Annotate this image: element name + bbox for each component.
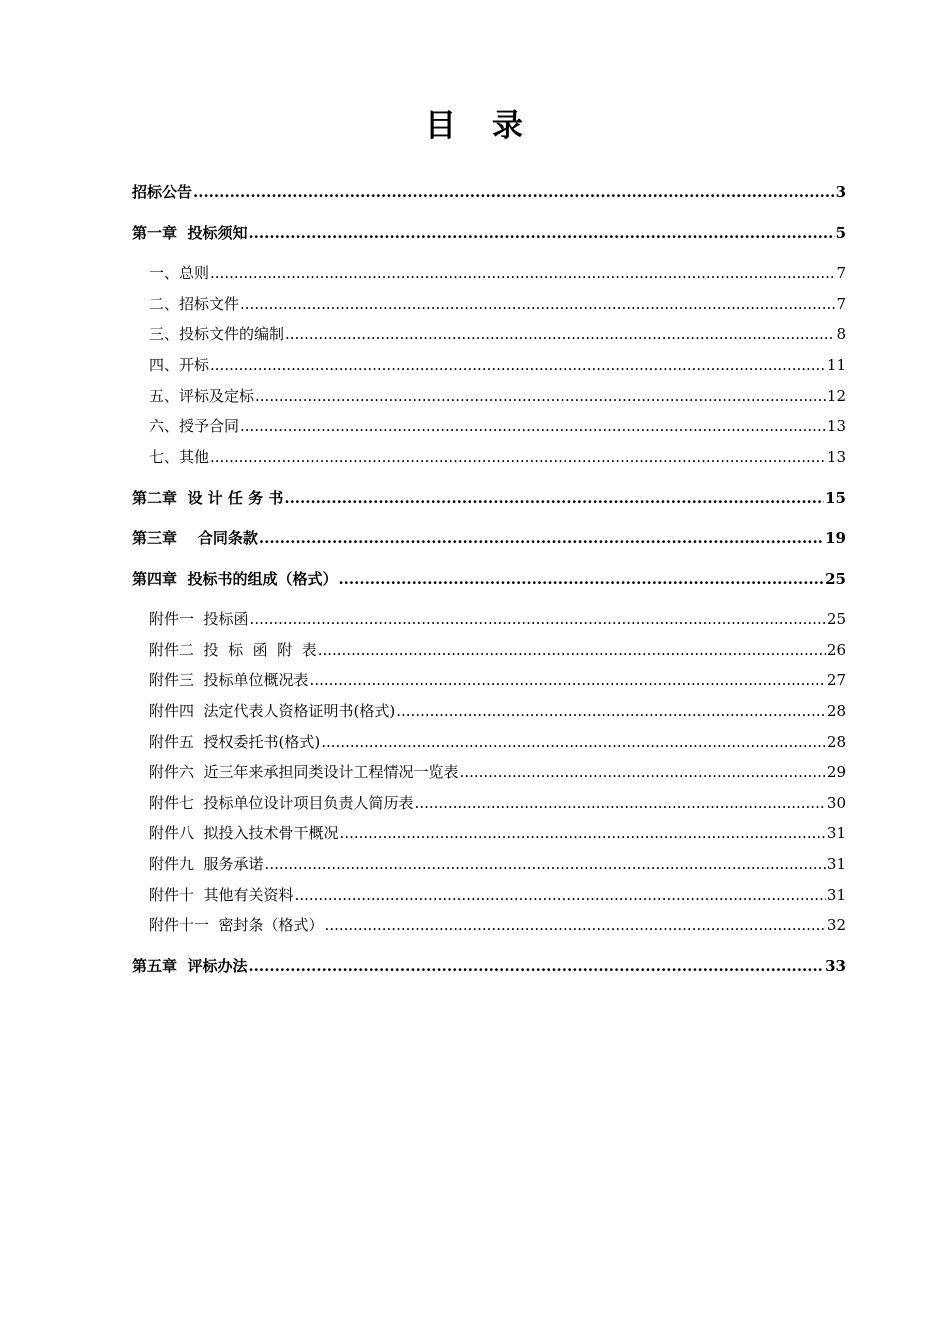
toc-entry-chapter-5[interactable]: [132, 956, 846, 976]
toc-entry-label: 附件十一 密封条（格式）: [149, 916, 324, 934]
toc-entry-page: 3: [835, 183, 846, 201]
toc-entry-attachment[interactable]: [149, 732, 846, 752]
toc-entry-page: 31: [826, 824, 846, 842]
toc-entry-chapter-1[interactable]: [132, 223, 846, 243]
toc-entry-attachment[interactable]: [149, 823, 846, 843]
toc-entry-chapter-2[interactable]: [132, 488, 846, 508]
dot-leader: [295, 885, 826, 905]
toc-entry-section[interactable]: [149, 324, 846, 344]
dot-leader: [396, 701, 826, 721]
dot-leader: [460, 762, 826, 782]
dot-leader: [284, 488, 824, 508]
toc-entry-page: 32: [826, 916, 846, 934]
dot-leader: [210, 263, 835, 283]
dot-leader: [210, 447, 826, 467]
toc-entry-label: 一、总则: [149, 264, 210, 282]
toc-entry-label: 附件五 授权委托书(格式): [149, 733, 321, 751]
title-char-left: 目: [425, 108, 458, 144]
toc-entry-label: 七、其他: [149, 448, 210, 466]
dot-leader: [248, 956, 824, 976]
dot-leader: [285, 324, 835, 344]
dot-leader: [415, 793, 826, 813]
toc-entry-section[interactable]: [149, 355, 846, 375]
toc-entry-label: 附件一 投标函: [149, 610, 249, 628]
toc-entry-attachment[interactable]: [149, 640, 846, 660]
toc-entry-chapter-3[interactable]: [132, 528, 846, 548]
toc-entry-page: 15: [825, 489, 846, 507]
dot-leader: [248, 223, 834, 243]
toc-entry-attachment[interactable]: [149, 701, 846, 721]
toc-entry-section[interactable]: [149, 386, 846, 406]
toc-entry-label: 附件九 服务承诺: [149, 855, 264, 873]
dot-leader: [340, 823, 826, 843]
toc-entry-page: 28: [826, 702, 846, 720]
dot-leader: [318, 640, 826, 660]
toc-entry-page: 13: [826, 448, 846, 466]
dot-leader: [321, 732, 826, 752]
toc-entry-label: 第二章 设 计 任 务 书: [132, 489, 284, 507]
toc-entry-page: 28: [826, 733, 846, 751]
toc-entry-page: 13: [826, 417, 846, 435]
toc-entry-section[interactable]: [149, 263, 846, 283]
toc-entry-section[interactable]: [149, 447, 846, 467]
toc-entry-page: 26: [826, 641, 846, 659]
toc-entry-label: 三、投标文件的编制: [149, 325, 285, 343]
toc-entry-label: 二、招标文件: [149, 295, 240, 313]
toc-entry-label: 第四章 投标书的组成（格式）: [132, 570, 338, 588]
toc-entry-label: 附件三 投标单位概况表: [149, 671, 309, 689]
toc-entry-page: 12: [826, 387, 846, 405]
dot-leader: [240, 294, 835, 314]
toc-entry-attachment[interactable]: [149, 609, 846, 629]
toc-entry-page: 25: [825, 570, 846, 588]
toc-entry-label: 附件二 投 标 函 附 表: [149, 641, 317, 659]
toc-entry-chapter-4[interactable]: [132, 569, 846, 589]
toc-entry-page: 30: [826, 794, 846, 812]
toc-entry-attachment[interactable]: [149, 885, 846, 905]
toc-entry-label: 附件八 拟投入技术骨干概况: [149, 824, 339, 842]
dot-leader: [255, 386, 826, 406]
toc-entry-label: 附件十 其他有关资料: [149, 886, 294, 904]
dot-leader: [193, 182, 835, 202]
toc-entry-page: 33: [825, 957, 846, 975]
dot-leader: [265, 854, 826, 874]
dot-leader: [338, 569, 824, 589]
toc-entry-attachment[interactable]: [149, 670, 846, 690]
dot-leader: [259, 528, 824, 548]
toc-entry-page: 8: [836, 325, 846, 343]
toc-entry-label: 五、评标及定标: [149, 387, 255, 405]
toc-entry-announcement[interactable]: [132, 182, 846, 202]
toc-entry-attachment[interactable]: [149, 915, 846, 935]
toc-entry-label: 六、授予合同: [149, 417, 240, 435]
toc-entry-page: 25: [826, 610, 846, 628]
toc-entry-page: 7: [836, 295, 846, 313]
toc-entry-page: 31: [826, 855, 846, 873]
dot-leader: [250, 609, 826, 629]
toc-entry-label: 附件七 投标单位设计项目负责人简历表: [149, 794, 414, 812]
toc-entry-label: 第三章 合同条款: [132, 529, 258, 547]
toc-entry-label: 四、开标: [149, 356, 210, 374]
toc-entry-page: 7: [836, 264, 846, 282]
toc-entry-page: 29: [826, 763, 846, 781]
dot-leader: [240, 416, 826, 436]
toc-entry-attachment[interactable]: [149, 793, 846, 813]
toc-entry-label: 附件四 法定代表人资格证明书(格式): [149, 702, 396, 720]
toc-entry-page: 27: [826, 671, 846, 689]
toc-entry-page: 19: [825, 529, 846, 547]
dot-leader: [210, 355, 826, 375]
toc-entry-page: 5: [835, 224, 846, 242]
dot-leader: [310, 670, 826, 690]
toc-entry-label: 招标公告: [132, 183, 193, 201]
toc-entry-page: 31: [826, 886, 846, 904]
page-title: [0, 104, 950, 148]
toc-entry-attachment[interactable]: [149, 854, 846, 874]
dot-leader: [325, 915, 826, 935]
toc-entry-section[interactable]: [149, 294, 846, 314]
toc-entry-label: 第五章 评标办法: [132, 957, 248, 975]
toc-entry-attachment[interactable]: [149, 762, 846, 782]
toc-entry-section[interactable]: [149, 416, 846, 436]
toc-entry-label: 附件六 近三年来承担同类设计工程情况一览表: [149, 763, 459, 781]
title-char-right: 录: [492, 108, 525, 144]
toc-entry-page: 11: [826, 356, 846, 374]
toc-entry-label: 第一章 投标须知: [132, 224, 248, 242]
